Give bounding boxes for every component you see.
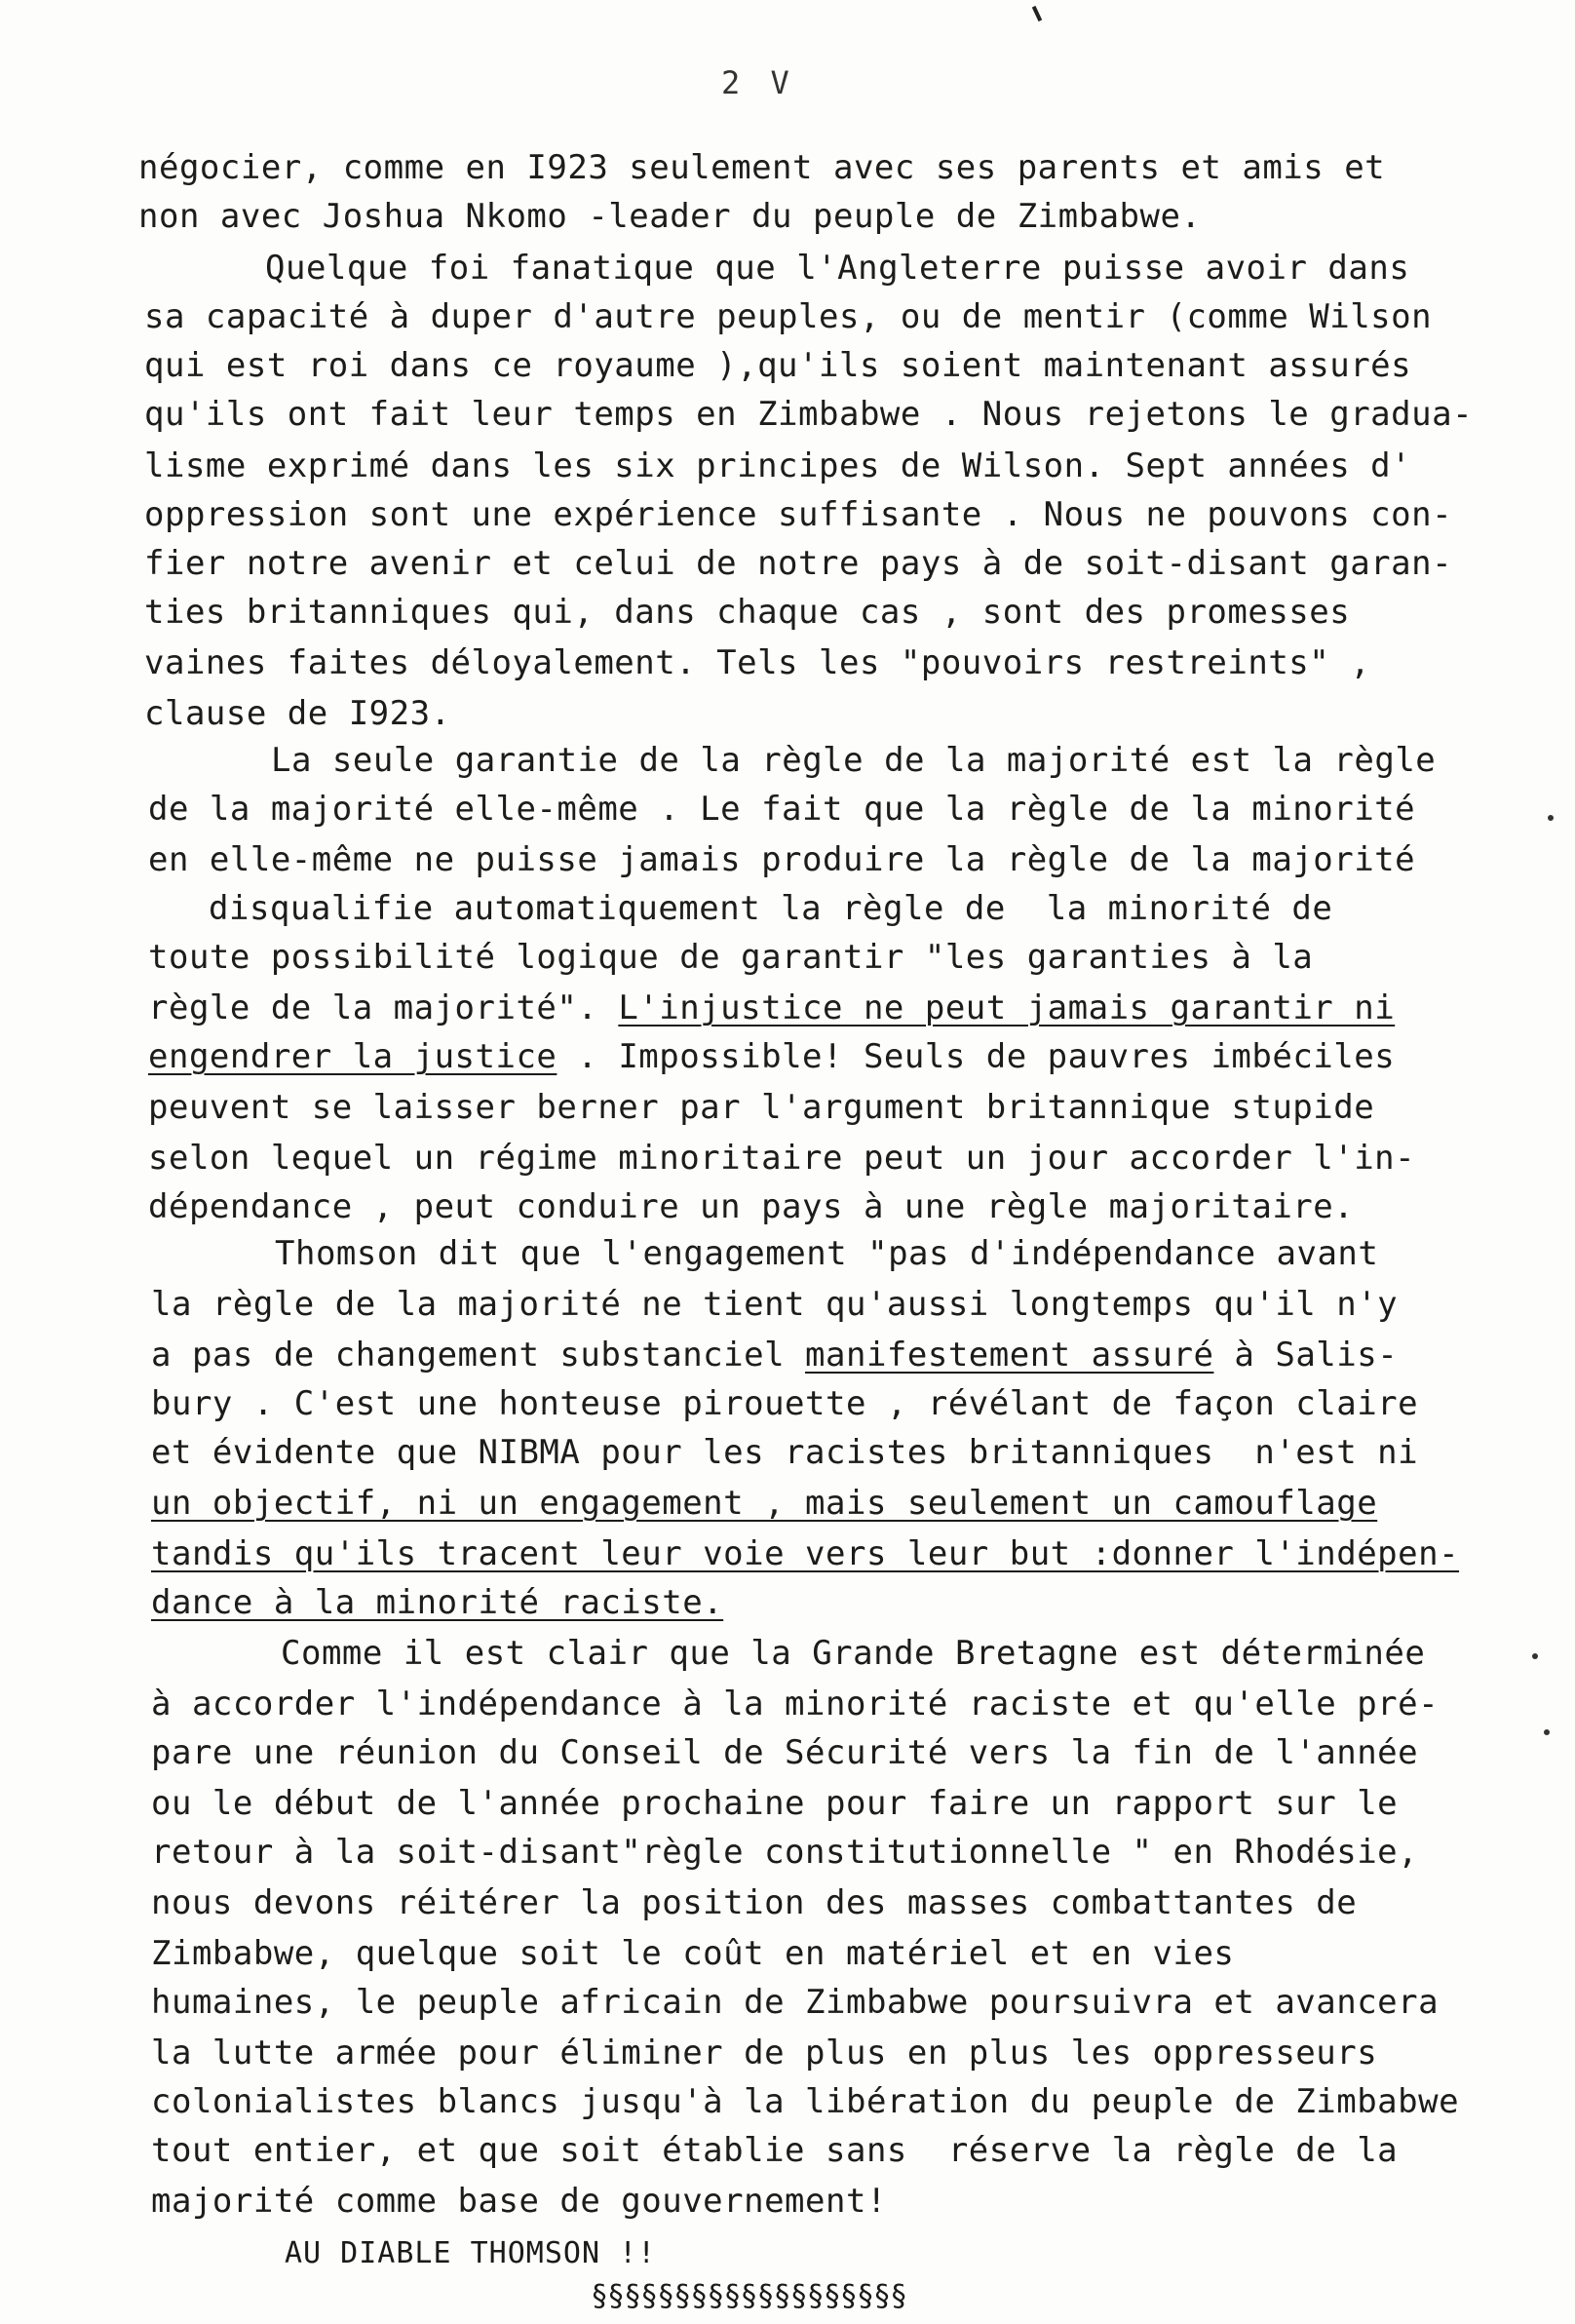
text-segment: disqualifie automatiquement la règle de la minorité de <box>209 889 1333 928</box>
text-line <box>148 1139 1415 1178</box>
page-number: 2 V <box>721 64 795 101</box>
text-line <box>148 938 1313 977</box>
text-segment: à accorder l'indépendance à la minorité raciste et qu'elle pré- <box>151 1685 1440 1724</box>
text-line <box>144 297 1432 336</box>
text-line <box>138 148 1385 187</box>
text-segment: et évidente que NIBMA pour les racistes britanniques n'est ni <box>151 1433 1419 1472</box>
text-line <box>148 1088 1374 1127</box>
text-line <box>144 643 1370 682</box>
text-line <box>151 1285 1398 1324</box>
text-line <box>151 1685 1439 1724</box>
text-segment: La seule garantie de la règle de la majorité est la règle <box>271 741 1437 780</box>
text-line <box>144 446 1411 485</box>
text-segment: clause de I923. <box>144 694 451 733</box>
text-line <box>151 1583 723 1622</box>
ink-mark <box>1032 6 1042 21</box>
text-segment: retour à la soit-disant"règle constitutionnelle " en Rhodésie, <box>151 1833 1419 1872</box>
text-line <box>144 694 451 733</box>
underlined-text: tandis qu'ils tracent leur voie vers leur but :donner l'indépen- <box>151 1534 1460 1573</box>
text-line <box>151 2082 1459 2121</box>
separator-line: §§§§§§§§§§§§§§§§§§§ <box>591 2279 907 2313</box>
text-line <box>151 1983 1439 2022</box>
text-line <box>151 2034 1377 2072</box>
text-line <box>144 495 1452 534</box>
underlined-text: un objectif, ni un engagement , mais seulement un camouflage <box>151 1484 1378 1523</box>
text-line <box>151 1784 1398 1823</box>
text-line <box>151 1934 1234 1973</box>
text-line <box>151 1733 1418 1772</box>
text-line <box>151 1433 1418 1472</box>
text-segment: pare une réunion du Conseil de Sécurité vers la fin de l'année <box>151 1733 1419 1772</box>
underlined-text: dance à la minorité raciste. <box>151 1583 724 1622</box>
text-line <box>148 790 1415 829</box>
text-segment: à Salis- <box>1213 1336 1399 1375</box>
text-line <box>144 544 1452 583</box>
text-segment: majorité comme base de gouvernement! <box>151 2182 887 2221</box>
text-segment: bury . C'est une honteuse pirouette , révélant de façon claire <box>151 1384 1419 1423</box>
text-line <box>144 395 1473 434</box>
text-segment: en elle-même ne puisse jamais produire la règle de la majorité <box>148 840 1416 879</box>
text-segment: Zimbabwe, quelque soit le coût en matériel et en vies <box>151 1934 1235 1973</box>
text-segment: oppression sont une expérience suffisante . Nous ne pouvons con- <box>144 495 1453 534</box>
text-segment: a pas de changement substanciel <box>151 1336 806 1375</box>
text-segment: Comme il est clair que la Grande Bretagne est déterminée <box>281 1634 1426 1673</box>
text-segment: fier notre avenir et celui de notre pays à de soit-disant garan- <box>144 544 1453 583</box>
text-line <box>151 1484 1377 1523</box>
text-line <box>281 1634 1425 1673</box>
underlined-text: engendrer la justice <box>148 1037 557 1076</box>
text-line <box>148 1187 1354 1226</box>
text-line <box>151 1384 1418 1423</box>
margin-mark <box>1544 1729 1550 1735</box>
text-segment: colonialistes blancs jusqu'à la libération du peuple de Zimbabwe <box>151 2082 1460 2121</box>
text-line <box>148 840 1415 879</box>
text-segment: . Impossible! Seuls de pauvres imbéciles <box>557 1037 1396 1076</box>
margin-mark <box>1532 1653 1538 1659</box>
text-segment: règle de la majorité". <box>148 988 619 1027</box>
text-segment: la lutte armée pour éliminer de plus en plus les oppresseurs <box>151 2034 1378 2072</box>
text-segment: qu'ils ont fait leur temps en Zimbabwe . Nous rejetons le gradua- <box>144 395 1474 434</box>
text-segment: vaines faites déloyalement. Tels les "pouvoirs restreints" , <box>144 643 1371 682</box>
text-segment: humaines, le peuple africain de Zimbabwe poursuivra et avancera <box>151 1983 1440 2022</box>
text-segment: dépendance , peut conduire un pays à une règle majoritaire. <box>148 1187 1355 1226</box>
underlined-text: L'injustice ne peut jamais garantir ni <box>618 988 1396 1027</box>
text-segment: nous devons réitérer la position des masses combattantes de <box>151 1883 1358 1922</box>
text-segment: qui est roi dans ce royaume ),qu'ils soient maintenant assurés <box>144 346 1412 385</box>
text-line <box>151 2131 1398 2170</box>
text-line <box>151 1336 1398 1375</box>
text-segment: tout entier, et que soit établie sans réserve la règle de la <box>151 2131 1399 2170</box>
text-line <box>151 1534 1459 1573</box>
text-line <box>148 1037 1395 1076</box>
margin-mark <box>1548 815 1554 821</box>
signoff-line: AU DIABLE THOMSON !! <box>285 2236 657 2270</box>
text-segment: négocier, comme en I923 seulement avec ses parents et amis et <box>138 148 1386 187</box>
text-segment: selon lequel un régime minoritaire peut un jour accorder l'in- <box>148 1139 1416 1178</box>
underlined-text: manifestement assuré <box>805 1336 1214 1375</box>
text-segment: Quelque foi fanatique que l'Angleterre puisse avoir dans <box>265 249 1410 288</box>
text-line <box>138 197 1201 236</box>
text-line <box>209 889 1332 928</box>
text-segment: de la majorité elle-même . Le fait que la règle de la minorité <box>148 790 1416 829</box>
text-line <box>144 346 1411 385</box>
text-line <box>275 1234 1378 1273</box>
text-segment: peuvent se laisser berner par l'argument britannique stupide <box>148 1088 1375 1127</box>
text-segment: Thomson dit que l'engagement "pas d'indépendance avant <box>275 1234 1379 1273</box>
text-segment: sa capacité à duper d'autre peuples, ou de mentir (comme Wilson <box>144 297 1433 336</box>
text-segment: ties britanniques qui, dans chaque cas , sont des promesses <box>144 593 1351 632</box>
text-segment: la règle de la majorité ne tient qu'aussi longtemps qu'il n'y <box>151 1285 1399 1324</box>
text-line <box>151 1883 1357 1922</box>
text-line <box>151 2182 887 2221</box>
text-line <box>148 988 1395 1027</box>
text-segment: non avec Joshua Nkomo -leader du peuple de Zimbabwe. <box>138 197 1202 236</box>
text-line <box>144 593 1350 632</box>
text-segment: ou le début de l'année prochaine pour faire un rapport sur le <box>151 1784 1399 1823</box>
text-segment: lisme exprimé dans les six principes de Wilson. Sept années d' <box>144 446 1412 485</box>
text-line <box>271 741 1436 780</box>
text-line <box>265 249 1409 288</box>
text-segment: toute possibilité logique de garantir "les garanties à la <box>148 938 1314 977</box>
text-line <box>151 1833 1418 1872</box>
